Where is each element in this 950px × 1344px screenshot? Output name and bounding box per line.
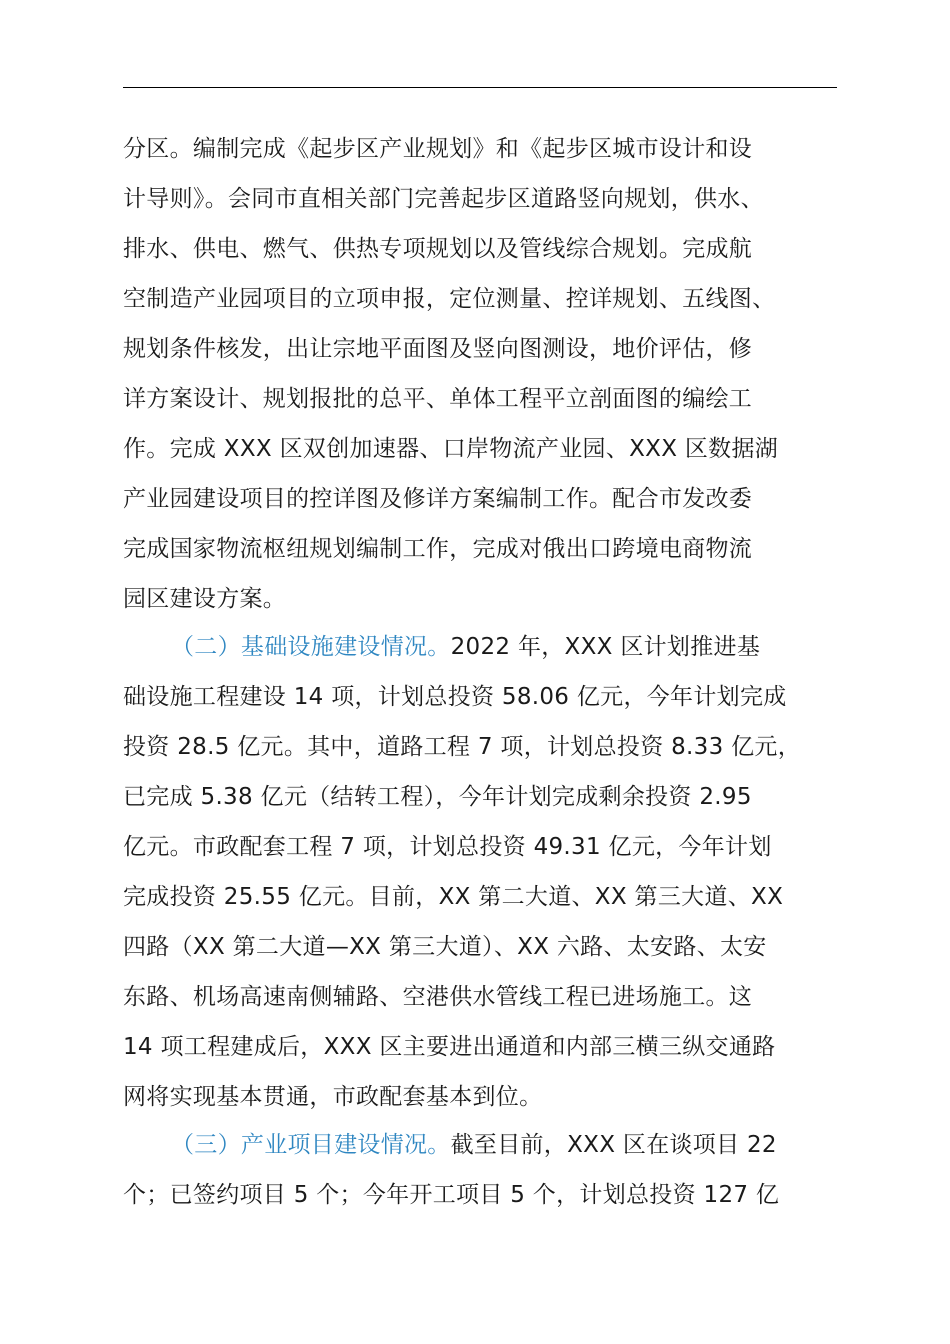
text-line: [123, 777, 863, 817]
text-line: [123, 727, 863, 767]
line-text: 完成投资 25.55 亿元。目前，XX 第二大道、XX 第三大道、XX: [123, 884, 784, 910]
section-heading: （三）产业项目建设情况。: [171, 1132, 451, 1158]
line-text: 网将实现基本贯通，市政配套基本到位。: [123, 1084, 543, 1110]
line-text: 14 项工程建成后，XXX 区主要进出通道和内部三横三纵交通路: [123, 1034, 776, 1060]
line-text: 详方案设计、规划报批的总平、单体工程平立剖面图的编绘工: [123, 386, 753, 412]
text-line: [123, 479, 863, 519]
text-line: [123, 279, 863, 319]
text-line: [123, 429, 863, 469]
line-text: 空制造产业园项目的立项申报，定位测量、控详规划、五线图、: [123, 286, 776, 312]
text-line: [123, 229, 863, 269]
text-line: [123, 529, 863, 569]
text-line: [123, 579, 863, 619]
line-text: 分区。编制完成《起步区产业规划》和《起步区城市设计和设: [123, 136, 753, 162]
text-line: [123, 379, 863, 419]
text-line: [123, 827, 863, 867]
text-line: [123, 1077, 863, 1117]
text-line: [123, 1175, 863, 1215]
line-text: 产业园建设项目的控详图及修详方案编制工作。配合市发改委: [123, 486, 753, 512]
line-text: 亿元。市政配套工程 7 项，计划总投资 49.31 亿元，今年计划: [123, 834, 772, 860]
line-text: 东路、机场高速南侧辅路、空港供水管线工程已进场施工。这: [123, 984, 753, 1010]
line-text: 截至目前，XXX 区在谈项目 22: [450, 1132, 777, 1158]
line-text: 园区建设方案。: [123, 586, 287, 612]
line-text: 排水、供电、燃气、供热专项规划以及管线综合规划。完成航: [123, 236, 753, 262]
text-line: [123, 877, 863, 917]
text-line: [123, 179, 863, 219]
text-line: [123, 977, 863, 1017]
text-line: [123, 1027, 863, 1067]
line-text: 已完成 5.38 亿元（结转工程），今年计划完成剩余投资 2.95: [123, 784, 752, 810]
line-text: 2022 年，XXX 区计划推进基: [450, 634, 761, 660]
line-text: 规划条件核发，出让宗地平面图及竖向图测设，地价评估，修: [123, 336, 753, 362]
text-line: [123, 129, 863, 169]
line-text: 投资 28.5 亿元。其中，道路工程 7 项，计划总投资 8.33 亿元，: [123, 734, 802, 760]
text-line: [171, 627, 911, 667]
line-text: 计导则》。会同市直相关部门完善起步区道路竖向规划，供水、: [123, 186, 764, 212]
text-line: [171, 1125, 911, 1165]
text-line: [123, 677, 863, 717]
line-text: 个；已签约项目 5 个；今年开工项目 5 个，计划总投资 127 亿: [123, 1182, 780, 1208]
line-text: 完成国家物流枢纽规划编制工作，完成对俄出口跨境电商物流: [123, 536, 753, 562]
section-heading: （二）基础设施建设情况。: [171, 634, 451, 660]
line-text: 四路（XX 第二大道—XX 第三大道）、XX 六路、太安路、太安: [123, 934, 767, 960]
text-line: [123, 927, 863, 967]
line-text: 作。完成 XXX 区双创加速器、口岸物流产业园、XXX 区数据湖: [123, 436, 779, 462]
text-line: [123, 329, 863, 369]
line-text: 础设施工程建设 14 项，计划总投资 58.06 亿元，今年计划完成: [123, 684, 787, 710]
